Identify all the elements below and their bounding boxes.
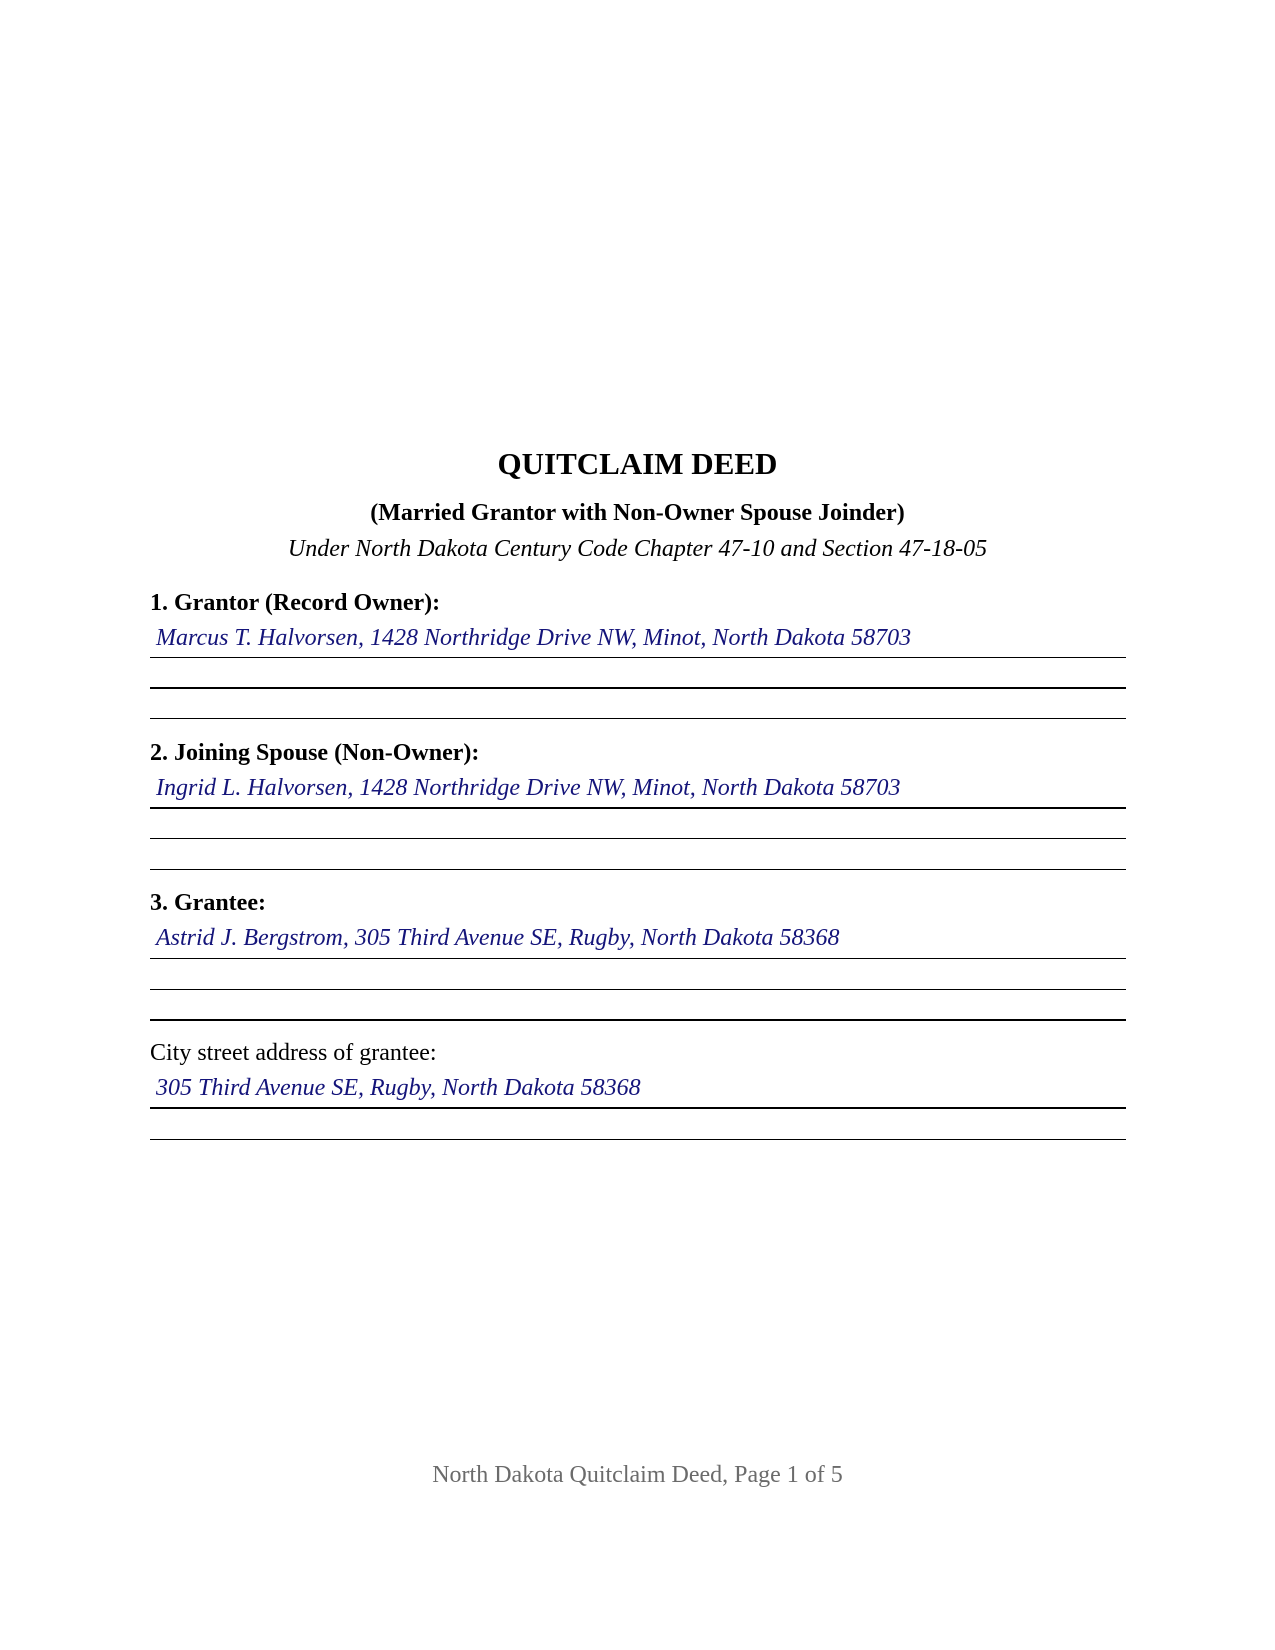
grantee-address-line-2 bbox=[150, 1139, 1126, 1140]
spouse-line-1 bbox=[150, 807, 1126, 809]
spouse-line-2 bbox=[150, 838, 1126, 839]
document-title: QUITCLAIM DEED bbox=[497, 446, 778, 481]
grantee-address-value: 305 Third Avenue SE, Rugby, North Dakota 58368 bbox=[156, 1075, 641, 1101]
grantee-heading: 3. Grantee: bbox=[150, 890, 266, 916]
grantor-heading: 1. Grantor (Record Owner): bbox=[150, 590, 441, 616]
spouse-line-3 bbox=[150, 869, 1126, 870]
grantee-value: Astrid J. Bergstrom, 305 Third Avenue SE, Rugby, North Dakota 58368 bbox=[156, 925, 840, 951]
grantee-address-label: City street address of grantee: bbox=[150, 1040, 437, 1066]
grantee-line-3 bbox=[150, 1019, 1126, 1021]
grantor-line-3 bbox=[150, 718, 1126, 719]
grantee-line-1 bbox=[150, 958, 1126, 959]
spouse-value: Ingrid L. Halvorsen, 1428 Northridge Drive NW, Minot, North Dakota 58703 bbox=[156, 775, 901, 801]
grantee-address-line-1 bbox=[150, 1107, 1126, 1109]
grantor-line-2 bbox=[150, 687, 1126, 689]
document-subtitle: (Married Grantor with Non-Owner Spouse Joinder) bbox=[370, 500, 905, 526]
page-footer: North Dakota Quitclaim Deed, Page 1 of 5 bbox=[432, 1462, 843, 1488]
grantor-line-1 bbox=[150, 657, 1126, 658]
grantee-line-2 bbox=[150, 989, 1126, 990]
statute-reference: Under North Dakota Century Code Chapter 47-10 and Section 47-18-05 bbox=[287, 536, 988, 562]
grantor-value: Marcus T. Halvorsen, 1428 Northridge Drive NW, Minot, North Dakota 58703 bbox=[156, 625, 912, 651]
spouse-heading: 2. Joining Spouse (Non-Owner): bbox=[150, 740, 480, 766]
